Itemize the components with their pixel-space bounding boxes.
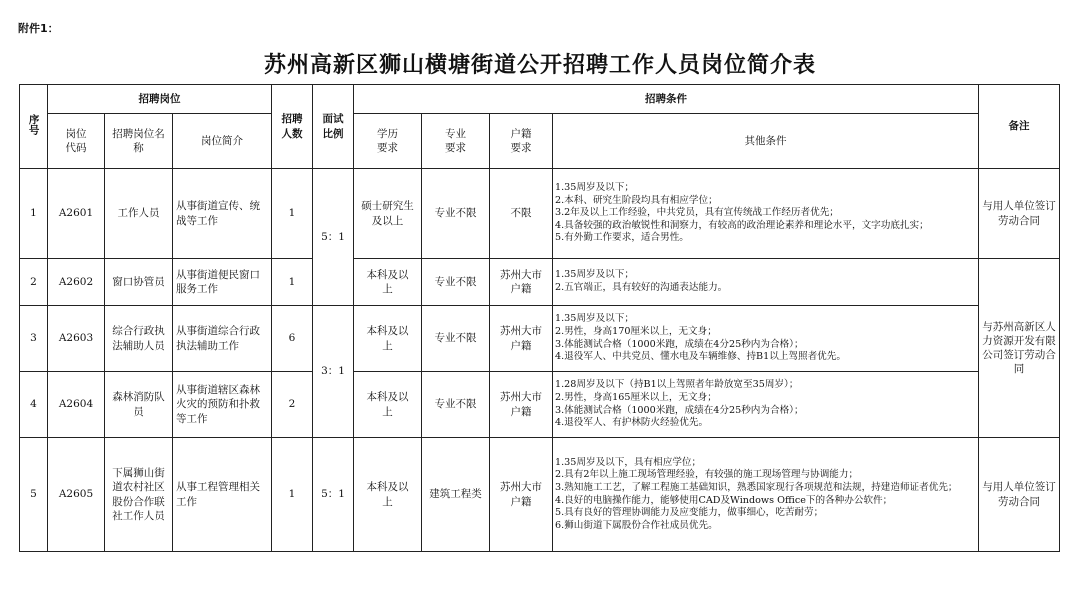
cell-remarks: 与苏州高新区人力资源开发有限公司签订劳动合同: [979, 259, 1060, 438]
cell-education: 硕士研究生及以上: [354, 169, 422, 259]
condition-line: 5.具有良好的管理协调能力及应变能力，做事细心，吃苦耐劳；: [555, 507, 824, 519]
cell-ratio: 5：1: [313, 169, 354, 306]
cell-hukou: 苏州大市户籍: [490, 306, 553, 372]
cell-name: 下属狮山街道农村社区股份合作联社工作人员: [105, 438, 173, 552]
cell-code: A2603: [48, 306, 105, 372]
condition-line: 2.男性，身高170厘米以上，无文身；: [555, 325, 717, 337]
cell-major: 专业不限: [422, 169, 490, 259]
table-row: [20, 169, 1060, 259]
cell-desc: 从事工程管理相关工作: [173, 438, 272, 552]
cell-major: 专业不限: [422, 259, 490, 306]
header-hukou: 户籍要求: [490, 114, 553, 169]
header-position-desc: 岗位简介: [173, 114, 272, 169]
header-position-code: 岗位代码: [48, 114, 105, 169]
cell-seq: 4: [20, 372, 48, 438]
header-count: 招聘人数: [272, 85, 313, 169]
table-row: [20, 259, 1060, 306]
cell-code: A2602: [48, 259, 105, 306]
condition-line: 4.具备较强的政治敏锐性和洞察力，有较高的政治理论素养和理论水平，文字功底扎实；: [555, 219, 929, 231]
header-ratio: 面试比例: [313, 85, 354, 169]
page-title: 苏州高新区狮山横塘街道公开招聘工作人员岗位简介表: [263, 53, 816, 78]
cell-count: 6: [272, 306, 313, 372]
cell-education: 本科及以上: [354, 438, 422, 552]
condition-line: 1.35周岁及以下；: [555, 181, 634, 193]
cell-name: 综合行政执法辅助人员: [105, 306, 173, 372]
cell-remarks: 与用人单位签订劳动合同: [979, 438, 1060, 552]
condition-line: 3.体能测试合格（1000米跑，成绩在4分25秒内为合格）；: [555, 404, 804, 416]
cell-count: 1: [272, 438, 313, 552]
condition-line: 6.狮山街道下属股份合作社成员优先。: [555, 519, 718, 531]
header-position-group: 招聘岗位: [48, 85, 272, 114]
condition-line: 1.28周岁及以下（持B1以上驾照者年龄放宽至35周岁）；: [555, 379, 799, 391]
cell-hukou: 苏州大市户籍: [490, 438, 553, 552]
condition-line: 1.35周岁及以下，具有相应学位；: [555, 456, 702, 468]
cell-ratio: 5：1: [313, 438, 354, 552]
recruitment-table: [19, 84, 1060, 552]
cell-hukou: 苏州大市户籍: [490, 372, 553, 438]
condition-line: 3.体能测试合格（1000米跑，成绩在4分25秒内为合格）；: [555, 338, 804, 350]
condition-line: 4.良好的电脑操作能力，能够使用CAD及Windows Office下的各种办公软件；: [555, 494, 893, 506]
cell-hukou: 不限: [490, 169, 553, 259]
condition-line: 1.35周岁及以下；: [555, 313, 634, 325]
condition-line: 2.男性，身高165厘米以上，无文身；: [555, 391, 717, 403]
cell-education: 本科及以上: [354, 259, 422, 306]
condition-line: 4.退役军人、中共党员、懂水电及车辆维修、持B1以上驾照者优先。: [555, 351, 846, 363]
header-education: 学历要求: [354, 114, 422, 169]
cell-desc: 从事街道便民窗口服务工作: [173, 259, 272, 306]
cell-conditions: [553, 306, 979, 372]
cell-seq: 2: [20, 259, 48, 306]
header-remarks: 备注: [979, 85, 1060, 169]
table-row: [20, 372, 1060, 438]
condition-line: 5.有外勤工作要求，适合男性。: [555, 232, 689, 244]
cell-education: 本科及以上: [354, 372, 422, 438]
cell-desc: 从事街道辖区森林火灾的预防和扑救等工作: [173, 372, 272, 438]
cell-seq: 1: [20, 169, 48, 259]
condition-line: 1.35周岁及以下；: [555, 269, 634, 281]
table-row: [20, 306, 1060, 372]
cell-conditions: [553, 438, 979, 552]
cell-major: 建筑工程类: [422, 438, 490, 552]
cell-conditions: [553, 259, 979, 306]
header-other: 其他条件: [553, 114, 979, 169]
condition-line: 2.本科、研究生阶段均具有相应学位；: [555, 194, 718, 206]
header-conditions-group: 招聘条件: [354, 85, 979, 114]
condition-line: 4.退役军人、有护林防火经验优先。: [555, 417, 709, 429]
cell-education: 本科及以上: [354, 306, 422, 372]
cell-code: A2601: [48, 169, 105, 259]
cell-code: A2604: [48, 372, 105, 438]
cell-seq: 3: [20, 306, 48, 372]
cell-name: 工作人员: [105, 169, 173, 259]
cell-hukou: 苏州大市户籍: [490, 259, 553, 306]
cell-major: 专业不限: [422, 306, 490, 372]
cell-desc: 从事街道综合行政执法辅助工作: [173, 306, 272, 372]
cell-count: 1: [272, 259, 313, 306]
condition-line: 2.五官端正，具有较好的沟通表达能力。: [555, 282, 728, 293]
cell-conditions: [553, 169, 979, 259]
header-major: 专业要求: [422, 114, 490, 169]
header-position-name: 招聘岗位名称: [105, 114, 173, 169]
condition-line: 2.具有2年以上施工现场管理经验，有较强的施工现场管理与协调能力；: [555, 469, 859, 481]
table-row: [20, 438, 1060, 552]
cell-code: A2605: [48, 438, 105, 552]
annex-label: 附件1：: [18, 22, 59, 35]
cell-name: 森林消防队员: [105, 372, 173, 438]
cell-remarks: 与用人单位签订劳动合同: [979, 169, 1060, 259]
condition-line: 3.熟知施工工艺，了解工程施工基础知识，熟悉国家现行各项规范和法规，持建造师证者优先；: [555, 481, 958, 493]
cell-conditions: [553, 372, 979, 438]
cell-name: 窗口协管员: [105, 259, 173, 306]
cell-seq: 5: [20, 438, 48, 552]
header-seq: 序号: [20, 85, 48, 169]
cell-ratio: 3：1: [313, 306, 354, 438]
condition-line: 3.2年及以上工作经验，中共党员，具有宣传统战工作经历者优先；: [555, 207, 839, 219]
cell-desc: 从事街道宣传、统战等工作: [173, 169, 272, 259]
cell-major: 专业不限: [422, 372, 490, 438]
cell-count: 2: [272, 372, 313, 438]
cell-count: 1: [272, 169, 313, 259]
